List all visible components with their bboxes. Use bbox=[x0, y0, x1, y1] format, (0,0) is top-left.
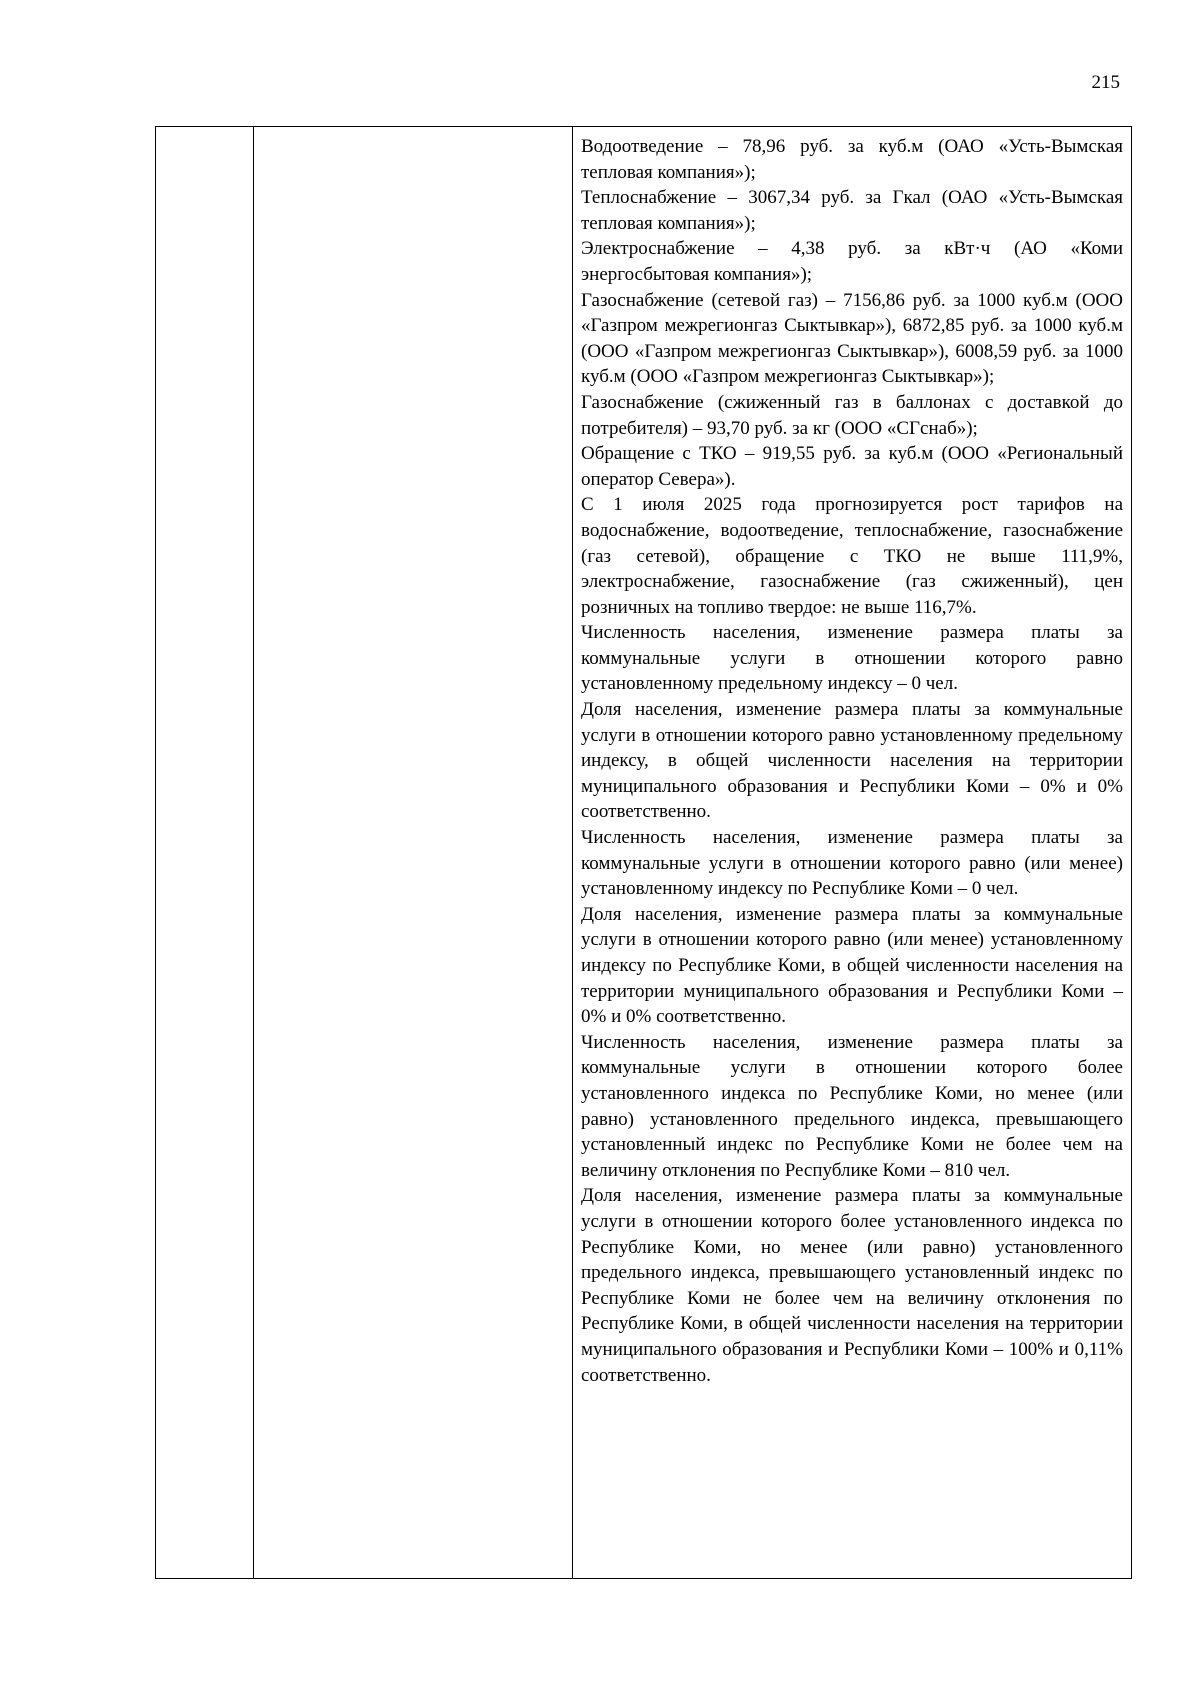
paragraph-gas-supply-liquefied: Газоснабжение (сжиженный газ в баллонах с доставкой до потребителя) – 93,70 руб. за кг (ООО «СГснаб»); bbox=[581, 391, 1123, 439]
paragraph-gas-supply-network: Газоснабжение (сетевой газ) – 7156,86 руб. за 1000 куб.м (ООО «Газпром межрегионгаз Сыктывкар»), 6872,85 руб. за 1000 куб.м (ООО «Газпром межрегионгаз Сыктывкар»), 6008,59 руб. за 1000 куб.м (ООО «Газпром межрегионгаз Сыктывкар»); bbox=[581, 289, 1123, 388]
table-cell-column-3 bbox=[573, 127, 1132, 1579]
table-cell-column-2 bbox=[254, 127, 573, 1579]
paragraph-population-share-region-index: Доля населения, изменение размера платы за коммунальные услуги в отношении которого равно (или менее) установленному индексу по Республике Коми, в общей численности населения на территории муниципального образования и Республики Коми – 0% и 0% соответственно. bbox=[581, 903, 1123, 1028]
document-table bbox=[155, 126, 1132, 1579]
paragraph-water-disposal: Водоотведение – 78,96 руб. за куб.м (ОАО «Усть-Вымская тепловая компания»); bbox=[581, 136, 1123, 183]
paragraph-waste-management: Обращение с ТКО – 919,55 руб. за куб.м (ООО «Региональный оператор Севера»). bbox=[581, 443, 1123, 490]
paragraph-population-share-limit-index: Доля населения, изменение размера платы за коммунальные услуги в отношении которого равно установленному предельному индексу, в общей численности населения на территории муниципального образования и Республики Коми – 0% и 0% соответственно. bbox=[581, 699, 1123, 823]
table-row bbox=[156, 127, 1132, 1579]
paragraph-tariff-forecast: С 1 июля 2025 года прогнозируется рост тарифов на водоснабжение, водоотведение, теплоснабжение, газоснабжение (газ сетевой), обращение с ТКО не выше 111,9%, электроснабжение, газоснабжение (газ сжиженный), цен розничных на топливо твердое: не выше 116,7%. bbox=[581, 494, 1123, 618]
paragraph-population-count-above-index: Численность населения, изменение размера платы за коммунальные услуги в отношении которого более установленного индекса по Республике Коми, но менее (или равно) установленного предельного индекса, превышающего установленный индекс по Республике Коми не более чем на величину отклонения по Республике Коми – 810 чел. bbox=[581, 1031, 1123, 1181]
cell-text-block bbox=[573, 127, 1131, 1398]
paragraph-heat-supply: Теплоснабжение – 3067,34 руб. за Гкал (ОАО «Усть-Вымская тепловая компания»); bbox=[581, 187, 1123, 234]
paragraph-population-count-region-index: Численность населения, изменение размера платы за коммунальные услуги в отношении которого равно (или менее) установленному индексу по Республике Коми – 0 чел. bbox=[581, 827, 1123, 900]
table-cell-column-1 bbox=[156, 127, 254, 1579]
paragraph-population-count-limit-index: Численность населения, изменение размера платы за коммунальные услуги в отношении которого равно установленному предельному индексу – 0 чел. bbox=[581, 622, 1123, 695]
page-number: 215 bbox=[1091, 72, 1120, 93]
paragraph-electricity-supply: Электроснабжение – 4,38 руб. за кВт·ч (АО «Коми энергосбытовая компания»); bbox=[581, 238, 1123, 285]
paragraph-population-share-above-index: Доля населения, изменение размера платы за коммунальные услуги в отношении которого более установленного индекса по Республике Коми, но менее (или равно) установленного предельного индекса, превышающего установленный индекс по Республике Коми не более чем на величину отклонения по Республике Коми, в общей численности населения на территории муниципального образования и Республики Коми – 100% и 0,11% соответственно. bbox=[581, 1185, 1123, 1386]
